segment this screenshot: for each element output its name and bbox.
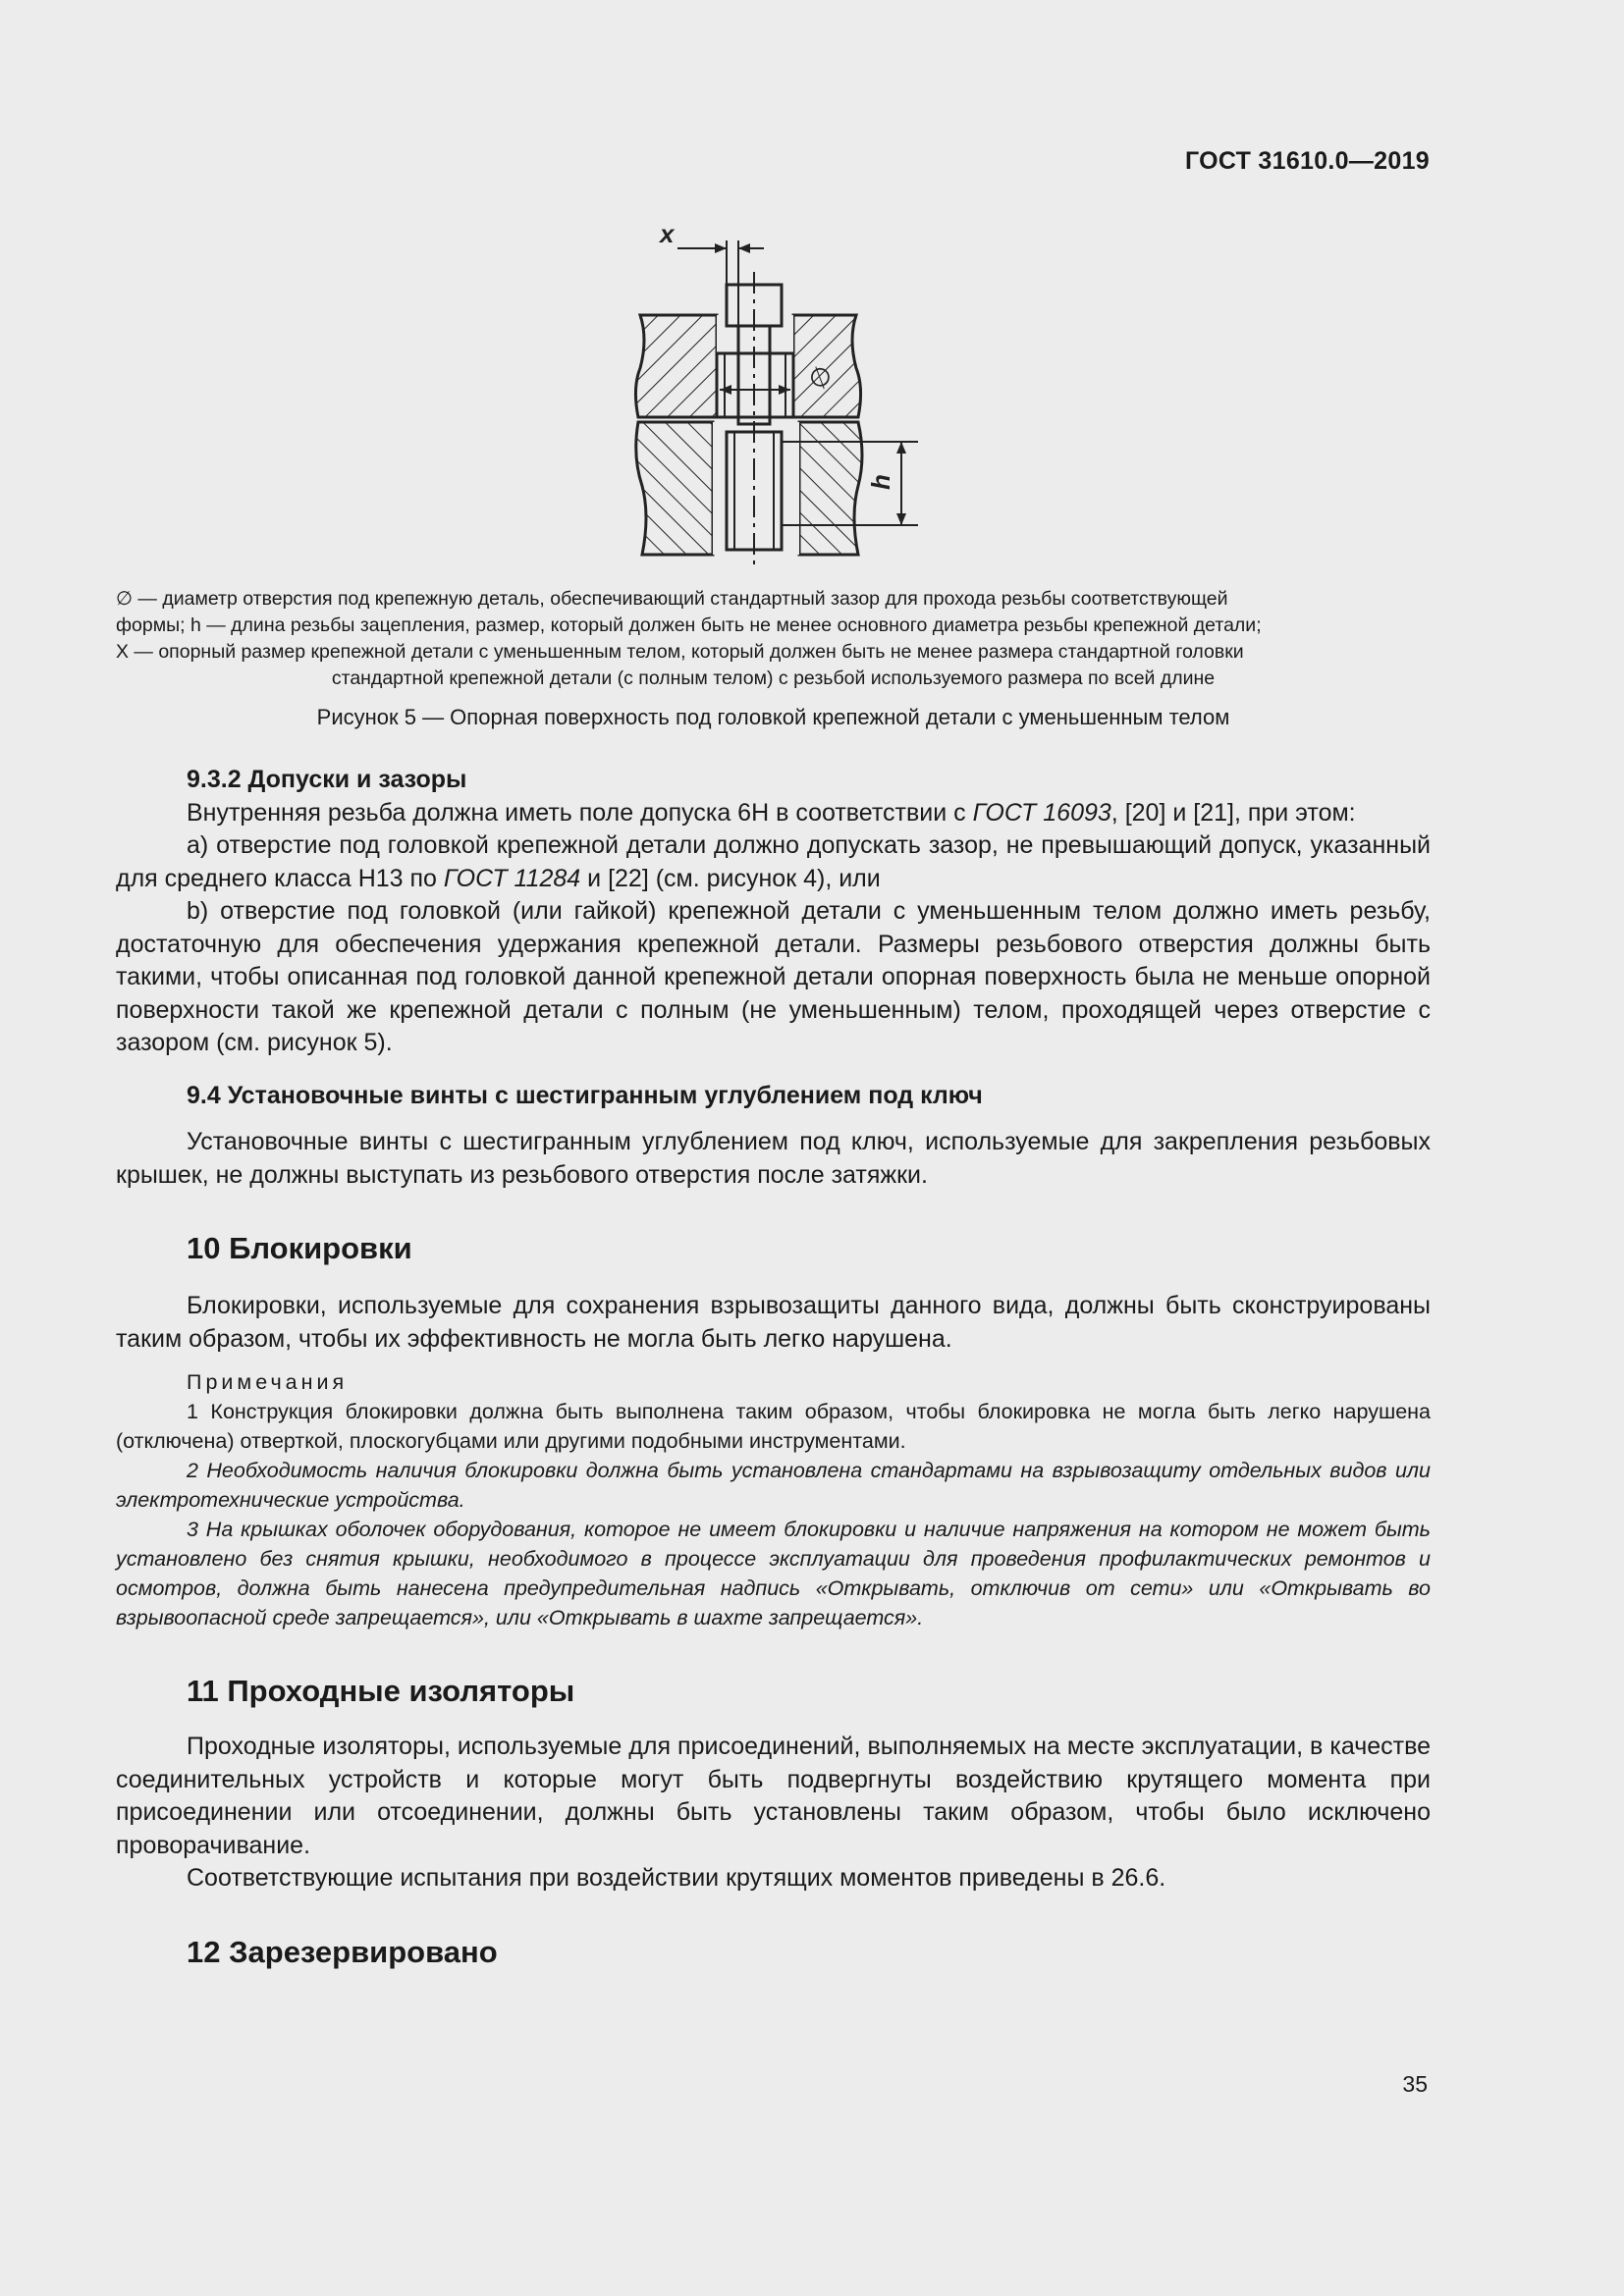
note-3: 3 На крышках оболочек оборудования, которое не имеет блокировки и наличие напряжения на котором не может быть установлено без снятия крышки, необходимого в процессе эксплуатации для проведения профилактических ремонтов и осмотров, должна быть нанесена предупредительная надпись «Открывать, отключив от сети» или «Открывать во взрывоопасной среде запрещается», или «Открывать в шахте запрещается».: [116, 1518, 1431, 1629]
paragraph: Проходные изоляторы, используемые для присоединений, выполняемых на месте эксплуатации, в качестве соединительных устройств и которые могут быть подвергнуты воздействию крутящего момента при присоединении или отсоединении, должны быть установлены таким образом, чтобы было исключено проворачивание.: [116, 1733, 1431, 1859]
label-h: h: [866, 474, 895, 490]
paragraph: Соответствующие испытания при воздействии крутящих моментов приведены в 26.6.: [187, 1864, 1166, 1892]
upper-plate-right: [793, 315, 861, 417]
list-item-a: a) отверстие под головкой крепежной детали должно допускать зазор, не превышающий допуск, указанный для среднего класса H13 по ГОСТ 11284 и [22] (см. рисунок 4), или: [116, 831, 1431, 892]
standard-reference: ГОСТ 11284: [443, 864, 581, 892]
legend-line: ∅ — диаметр отверстия под крепежную деталь, обеспечивающий стандартный зазор для прохода резьбы соответствующей: [116, 588, 1228, 610]
standard-reference: ГОСТ 16093: [972, 798, 1111, 827]
legend-line: X — опорный размер крепежной детали с уменьшенным телом, который должен быть не менее размера стандартной головки: [116, 641, 1244, 663]
legend-line: формы; h — длина резьбы зацепления, размер, который должен быть не менее основного диаметра резьбы крепежной детали;: [116, 614, 1262, 636]
list-item-b: b) отверстие под головкой (или гайкой) крепежной детали с уменьшенным телом должно иметь резьбу, достаточную для обеспечения удержания крепежной детали. Размеры резьбового отверстия должны быть такими, чтобы описанная под головкой данной крепежной детали опорная поверхность была не меньше опорной поверхности такой же крепежной детали с полным (не уменьшенным) телом, проходящей через отверстие с зазором (см. рисунок 5).: [116, 897, 1431, 1056]
paragraph: Внутренняя резьба должна иметь поле допуска 6Н в соответствии с ГОСТ 16093, [20] и [21], при этом:: [187, 798, 1356, 827]
notes-block: [116, 1367, 1431, 1632]
lower-plate-left: [636, 422, 713, 555]
legend-line: стандартной крепежной детали (с полным телом) с резьбой используемого размера по всей длине: [331, 667, 1216, 689]
label-x: x: [660, 221, 675, 248]
section-title-12: 12 Зарезервировано: [187, 1934, 498, 1969]
paragraph: Блокировки, используемые для сохранения взрывозащиты данного вида, должны быть сконструированы таким образом, чтобы их эффективность не могла быть легко нарушена.: [116, 1292, 1431, 1353]
section-title-11: 11 Проходные изоляторы: [187, 1674, 575, 1708]
subsection-title-9-3-2: 9.3.2 Допуски и зазоры: [187, 766, 467, 793]
page-number: 35: [1402, 2071, 1428, 2097]
fastener-figure: [619, 221, 943, 574]
section-title-10: 10 Блокировки: [187, 1231, 412, 1265]
figure-legend: [116, 586, 1431, 692]
upper-plate-left: [635, 315, 717, 417]
document-header: ГОСТ 31610.0—2019: [1184, 147, 1430, 175]
paragraph: Установочные винты с шестигранным углублением под ключ, используемые для закрепления резьбовых крышек, не должны выступать из резьбового отверстия после затяжки.: [116, 1128, 1431, 1189]
document-body: [116, 764, 1431, 1972]
label-diameter: ∅: [802, 360, 840, 396]
subsection-title-9-4: 9.4 Установочные винты с шестигранным углублением под ключ: [187, 1081, 983, 1109]
figure-caption: Рисунок 5 — Опорная поверхность под головкой крепежной детали с уменьшенным телом: [316, 705, 1230, 729]
notes-heading: Примечания: [187, 1370, 349, 1394]
note-2: 2 Необходимость наличия блокировки должна быть установлена стандартами на взрывозащиту отдельных видов или электротехнические устройства.: [116, 1459, 1431, 1512]
note-1: 1 Конструкция блокировки должна быть выполнена таким образом, чтобы блокировка не могла быть легко нарушена (отключена) отверткой, плоскогубцами или другими подобными инструментами.: [116, 1400, 1431, 1453]
